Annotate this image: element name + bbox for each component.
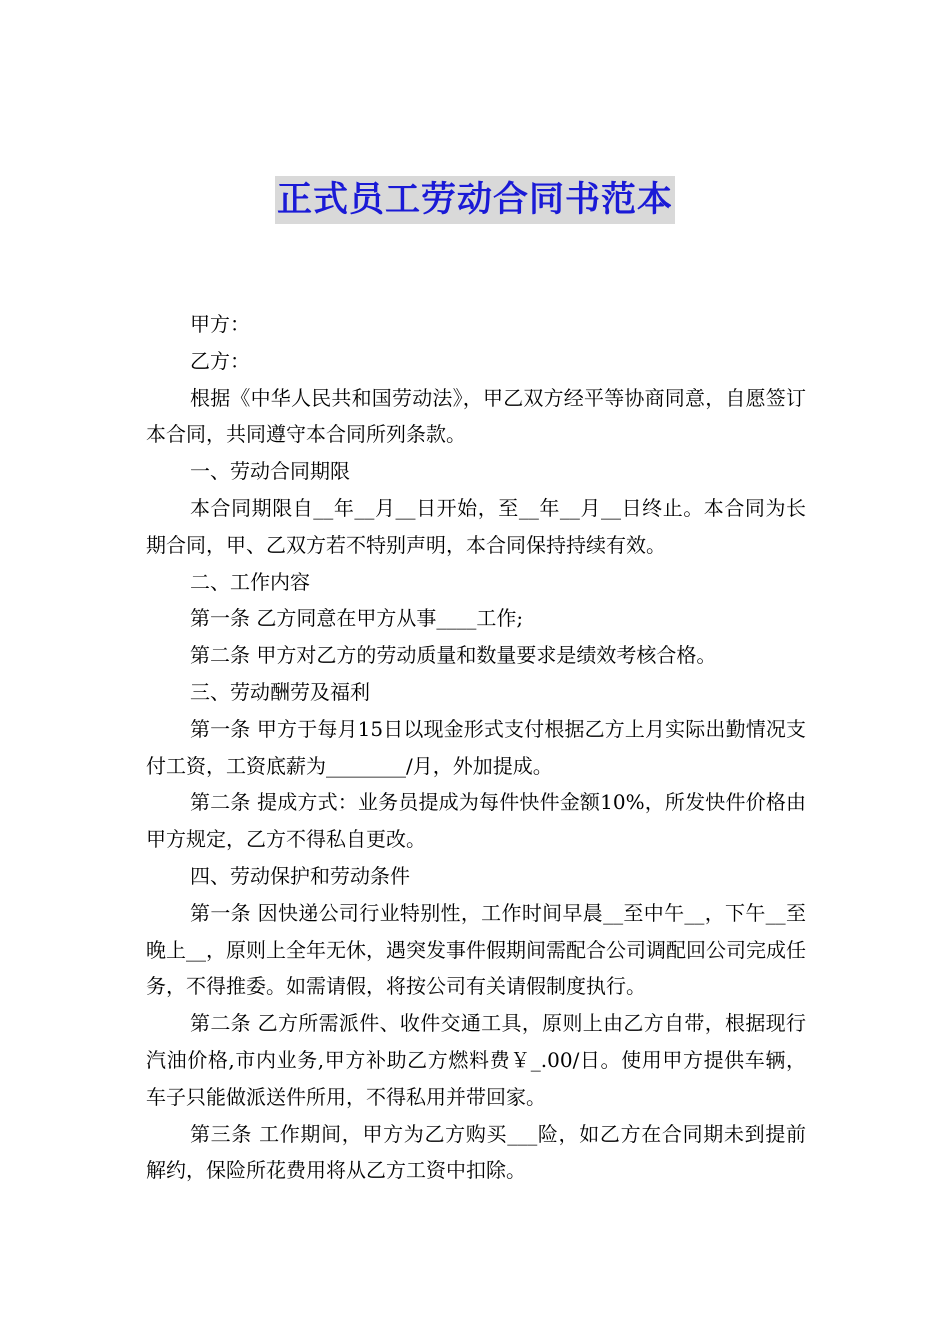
section-heading-pay: 三、劳动酬劳及福利 [190,679,370,704]
party-a-line: 甲方： [190,312,250,336]
section-heading-work-content: 二、工作内容 [190,569,310,594]
section-heading-term: 一、劳动合同期限 [190,459,350,484]
pay-article-2: 第二条 提成方式：业务员提成为每件快件金额10%，所发快件价格由甲方规定，乙方不得私自更改。 [146,790,806,852]
protection-article-2: 第二条 乙方所需派件、收件交通工具，原则上由乙方自带，根据现行汽油价格,市内业务,甲方补助乙方燃料费￥_.00/日。使用甲方提供车辆，车子只能做派送件所用，不得私用并带回家。 [146,1011,806,1109]
section-heading-protection: 四、劳动保护和劳动条件 [190,863,410,888]
document-title: 正式员工劳动合同书范本 [275,176,675,224]
party-b-line: 乙方： [190,348,250,373]
protection-article-3: 第三条 工作期间，甲方为乙方购买___险，如乙方在合同期未到提前解约，保险所花费用将从乙方工资中扣除。 [146,1121,806,1183]
pay-article-1: 第一条 甲方于每月15日以现金形式支付根据乙方上月实际出勤情况支付工资，工资底薪为________/月，外加提成。 [146,716,806,778]
protection-article-1: 第一条 因快递公司行业特别性，工作时间早晨__至中午__，下午__至晚上__，原则上全年无休，遇突发事件假期间需配合公司调配回公司完成任务，不得推委。如需请假，将按公司有关请假制度执行。 [146,900,806,999]
document-body [146,306,806,1189]
work-article-1: 第一条 乙方同意在甲方从事____工作; [190,606,524,631]
term-paragraph: 本合同期限自__年__月__日开始，至__年__月__日终止。本合同为长期合同，甲、乙双方若不特别声明，本合同保持持续有效。 [146,495,806,557]
preamble-paragraph: 根据《中华人民共和国劳动法》，甲乙双方经平等协商同意，自愿签订本合同，共同遵守本合同所列条款。 [146,385,806,447]
title-container [0,176,950,224]
work-article-2: 第二条 甲方对乙方的劳动质量和数量要求是绩效考核合格。 [190,643,717,668]
